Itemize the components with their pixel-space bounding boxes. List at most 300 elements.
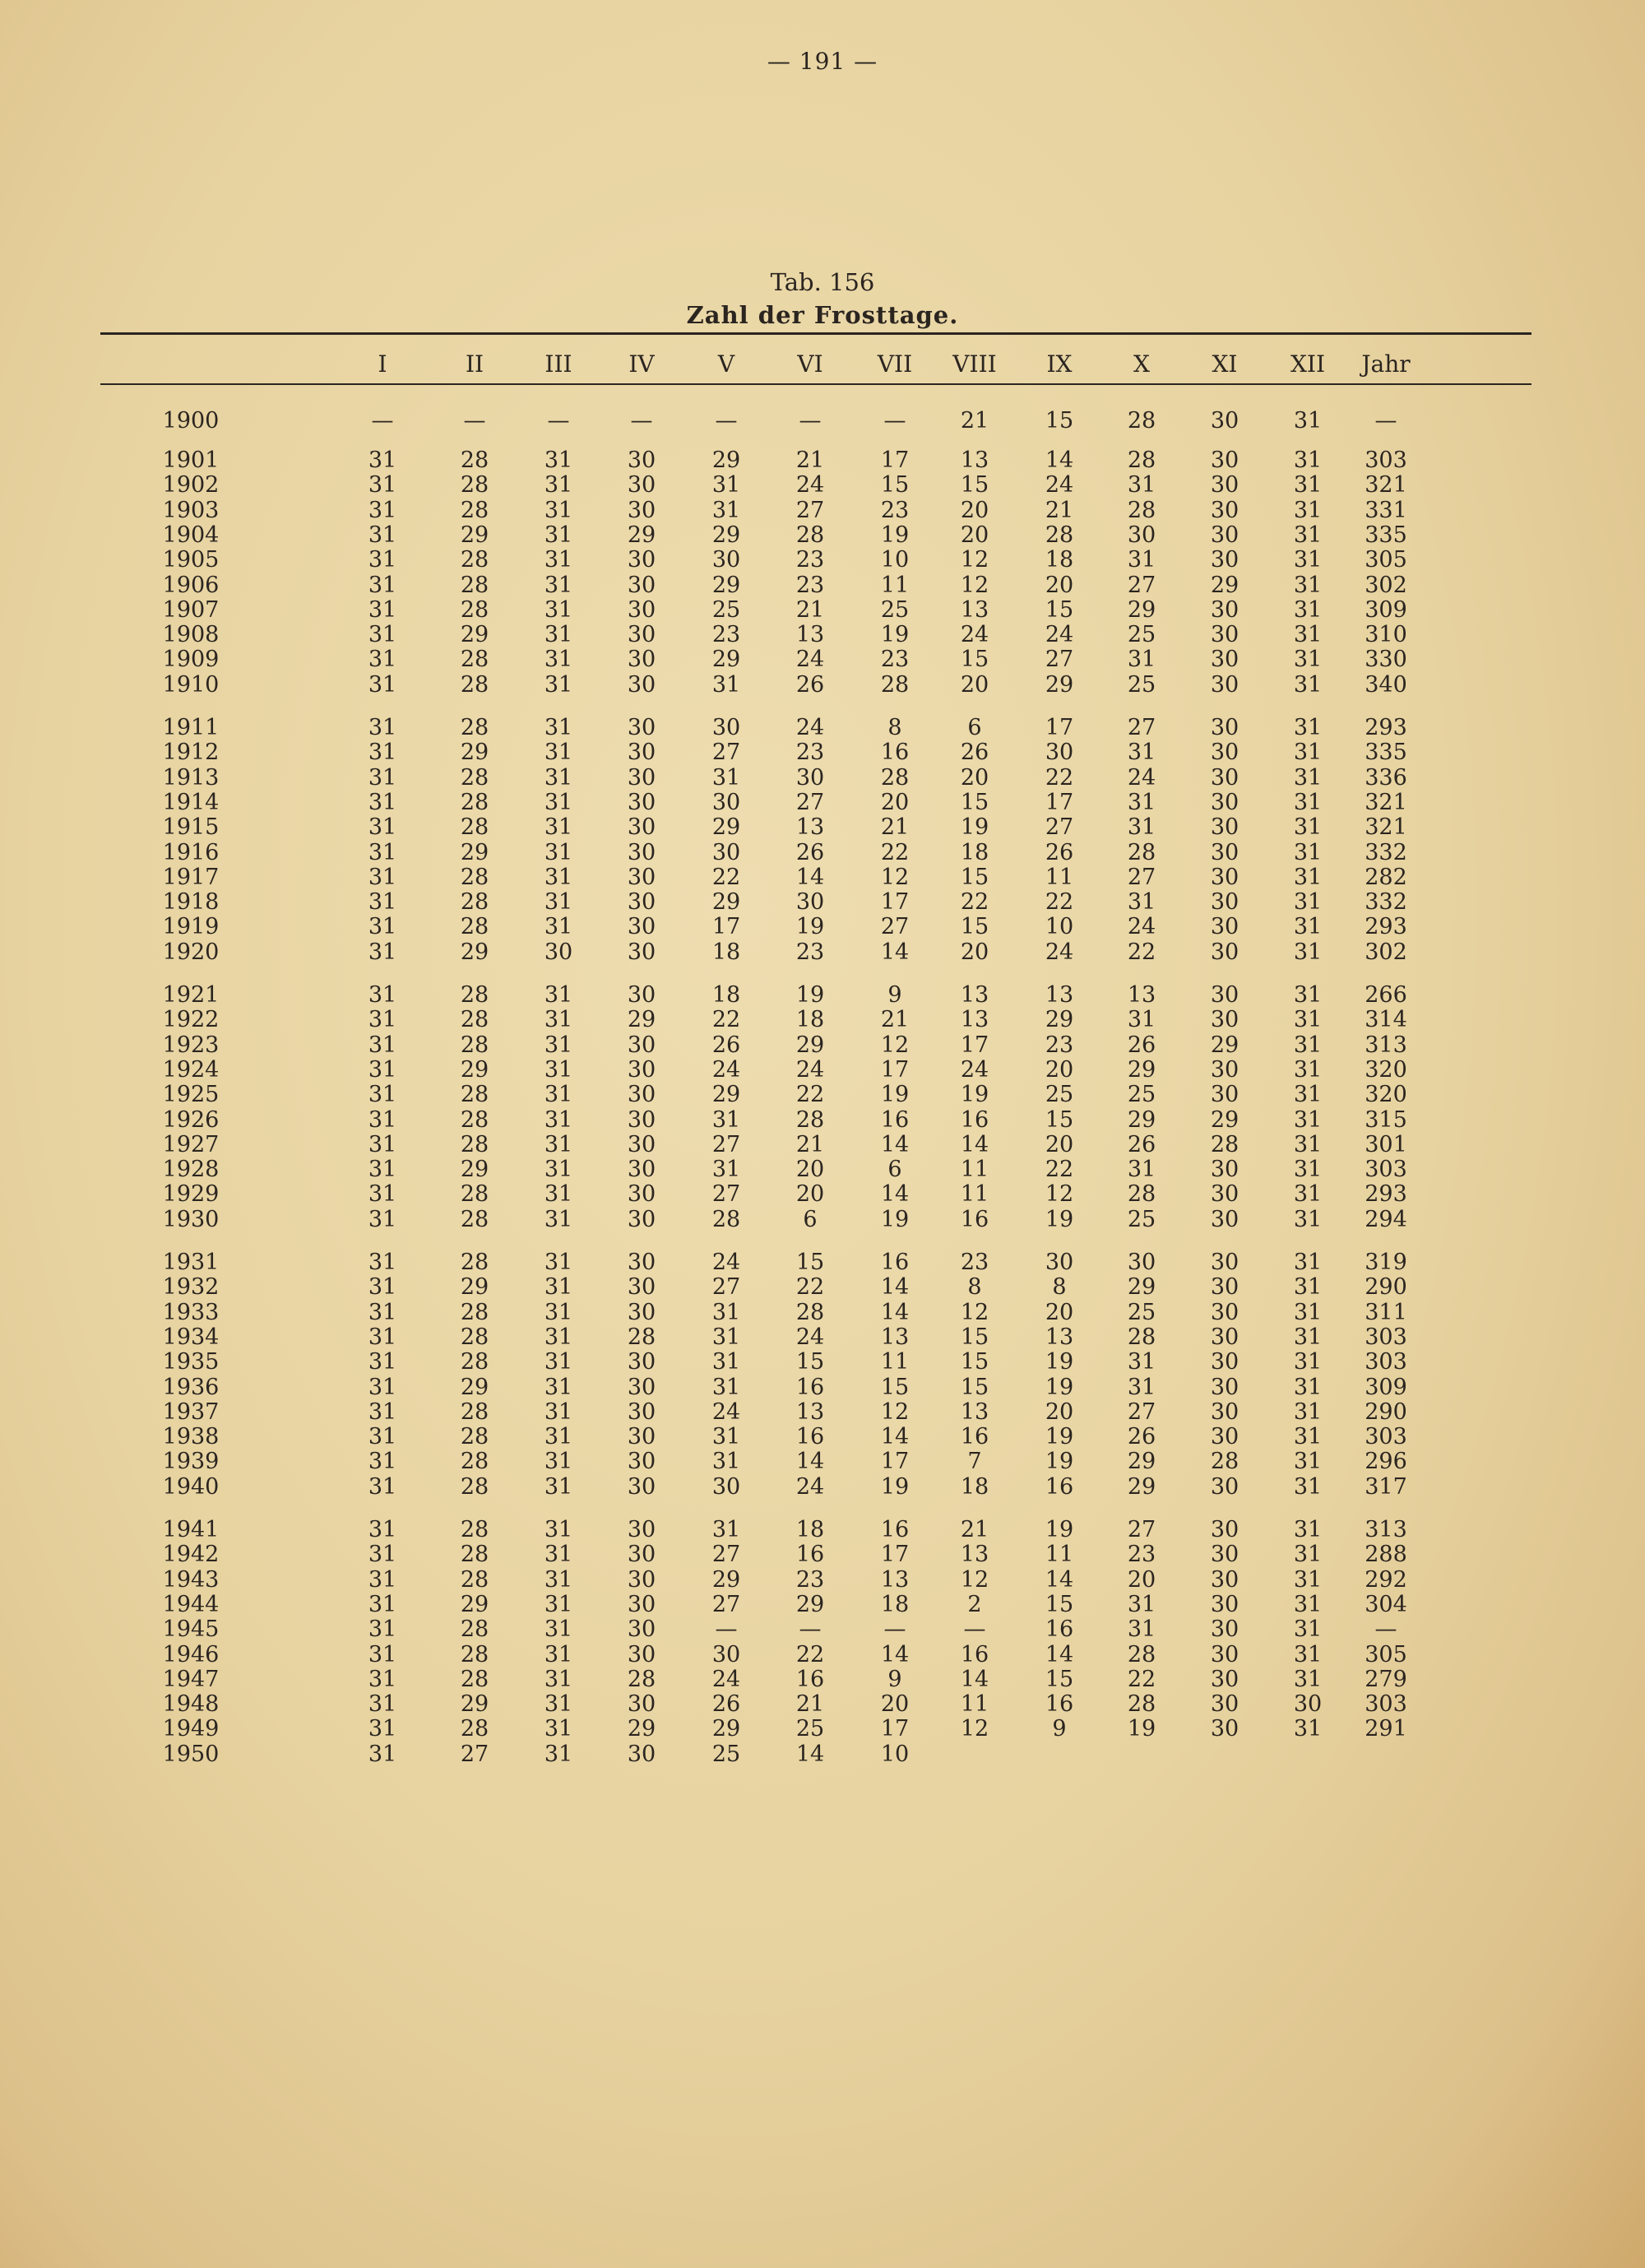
- cell-year-total: 296: [1365, 1449, 1407, 1474]
- cell-month-value: 31: [368, 840, 397, 865]
- cell-month-value: 31: [544, 1474, 573, 1500]
- cell-month-value: 30: [627, 1057, 656, 1083]
- cell-month-value: 30: [1210, 1567, 1240, 1593]
- column-header-v: V: [717, 350, 735, 378]
- cell-month-value: 30: [627, 765, 656, 791]
- cell-month-value: 19: [880, 622, 910, 647]
- cell-month-value: 24: [711, 1057, 741, 1083]
- cell-month-value: 23: [960, 1250, 989, 1275]
- row-year: 1947: [162, 1667, 220, 1692]
- cell-month-value: 25: [711, 597, 741, 623]
- cell-month-value: —: [799, 1616, 822, 1642]
- cell-year-total: 292: [1365, 1567, 1407, 1593]
- cell-month-value: 28: [1127, 840, 1156, 865]
- cell-year-total: 282: [1365, 865, 1407, 890]
- cell-month-value: 31: [1293, 1592, 1323, 1617]
- table-row: [0, 1593, 1645, 1617]
- cell-month-value: 11: [880, 573, 910, 598]
- cell-month-value: 22: [960, 889, 989, 915]
- table-row: [0, 499, 1645, 523]
- cell-month-value: 30: [1210, 647, 1240, 672]
- row-year: 1900: [162, 408, 220, 434]
- cell-month-value: 27: [1127, 573, 1156, 598]
- table-row: [0, 1449, 1645, 1474]
- cell-year-total: 309: [1365, 1375, 1407, 1400]
- cell-month-value: 25: [1127, 1082, 1156, 1107]
- cell-month-value: 24: [795, 1057, 825, 1083]
- cell-month-value: 31: [1127, 1616, 1156, 1642]
- cell-year-total: 302: [1365, 573, 1407, 598]
- cell-year-total: 305: [1365, 1642, 1407, 1667]
- cell-month-value: 30: [627, 939, 656, 965]
- cell-month-value: 30: [711, 790, 741, 815]
- cell-month-value: 28: [460, 914, 489, 939]
- row-year: 1907: [162, 597, 220, 623]
- cell-month-value: 29: [711, 448, 741, 473]
- cell-year-total: 290: [1365, 1399, 1407, 1425]
- cell-month-value: 10: [1045, 914, 1074, 939]
- cell-month-value: 31: [544, 1181, 573, 1207]
- cell-month-value: 16: [960, 1207, 989, 1232]
- cell-month-value: 14: [1045, 1642, 1074, 1667]
- cell-month-value: 25: [880, 597, 910, 623]
- cell-month-value: 14: [1045, 1567, 1074, 1593]
- cell-month-value: 31: [544, 1157, 573, 1182]
- cell-month-value: 27: [711, 740, 741, 765]
- row-year: 1906: [162, 573, 220, 598]
- cell-month-value: 31: [1293, 1667, 1323, 1692]
- cell-month-value: 29: [627, 1007, 656, 1032]
- cell-month-value: 21: [960, 1517, 989, 1542]
- table-row: [0, 940, 1645, 965]
- cell-month-value: 14: [880, 1181, 910, 1207]
- cell-month-value: 24: [960, 1057, 989, 1083]
- row-year: 1938: [162, 1424, 220, 1449]
- cell-month-value: 21: [795, 1691, 825, 1717]
- cell-month-value: 16: [880, 740, 910, 765]
- cell-month-value: 31: [1293, 1274, 1323, 1300]
- cell-month-value: 10: [880, 1742, 910, 1767]
- cell-month-value: 28: [1127, 498, 1156, 523]
- cell-month-value: 31: [368, 1375, 397, 1400]
- cell-month-value: 25: [1127, 672, 1156, 698]
- cell-month-value: 28: [460, 547, 489, 573]
- cell-month-value: 30: [711, 1642, 741, 1667]
- cell-month-value: 30: [627, 1592, 656, 1617]
- cell-month-value: 19: [1045, 1424, 1074, 1449]
- cell-month-value: 31: [368, 740, 397, 765]
- cell-month-value: 22: [711, 1007, 741, 1032]
- cell-month-value: 13: [960, 597, 989, 623]
- cell-month-value: 28: [711, 1207, 741, 1232]
- cell-month-value: 31: [544, 1616, 573, 1642]
- cell-month-value: 30: [1210, 790, 1240, 815]
- cell-year-total: 293: [1365, 715, 1407, 740]
- table-row: [0, 791, 1645, 815]
- cell-month-value: 27: [1045, 814, 1074, 840]
- cell-month-value: 31: [1293, 647, 1323, 672]
- cell-month-value: 30: [1210, 1250, 1240, 1275]
- cell-month-value: 28: [1127, 1642, 1156, 1667]
- table-row: [0, 1083, 1645, 1107]
- cell-month-value: 29: [460, 740, 489, 765]
- cell-year-total: 320: [1365, 1057, 1407, 1083]
- cell-month-value: 28: [460, 1474, 489, 1500]
- cell-month-value: 20: [880, 790, 910, 815]
- cell-month-value: 30: [627, 1616, 656, 1642]
- cell-month-value: 30: [1210, 840, 1240, 865]
- cell-year-total: 321: [1365, 814, 1407, 840]
- cell-month-value: 31: [711, 1424, 741, 1449]
- cell-year-total: 309: [1365, 597, 1407, 623]
- cell-month-value: 22: [795, 1642, 825, 1667]
- cell-month-value: 26: [795, 840, 825, 865]
- cell-month-value: 29: [711, 1716, 741, 1742]
- cell-month-value: 28: [460, 814, 489, 840]
- cell-month-value: 31: [368, 1250, 397, 1275]
- cell-month-value: 22: [1127, 939, 1156, 965]
- column-header-jahr: Jahr: [1361, 350, 1411, 378]
- cell-month-value: 30: [795, 889, 825, 915]
- table-row: [0, 716, 1645, 740]
- cell-month-value: 31: [1293, 1567, 1323, 1593]
- cell-month-value: 27: [711, 1274, 741, 1300]
- cell-month-value: 21: [795, 448, 825, 473]
- cell-month-value: 30: [627, 1399, 656, 1425]
- cell-month-value: 16: [880, 1107, 910, 1133]
- cell-month-value: 30: [627, 1567, 656, 1593]
- cell-month-value: 31: [544, 1250, 573, 1275]
- cell-month-value: 30: [1210, 1349, 1240, 1375]
- cell-month-value: 28: [460, 1399, 489, 1425]
- cell-year-total: 332: [1365, 840, 1407, 865]
- column-header-iii: III: [544, 350, 572, 378]
- cell-month-value: 31: [368, 939, 397, 965]
- cell-month-value: 9: [887, 982, 902, 1008]
- cell-month-value: 30: [1210, 597, 1240, 623]
- cell-month-value: 26: [960, 740, 989, 765]
- cell-month-value: 28: [1210, 1449, 1240, 1474]
- cell-month-value: 30: [627, 1375, 656, 1400]
- cell-month-value: 8: [1052, 1274, 1067, 1300]
- cell-month-value: 8: [967, 1274, 982, 1300]
- cell-month-value: 31: [1293, 1132, 1323, 1157]
- cell-month-value: 13: [1127, 982, 1156, 1008]
- cell-month-value: 30: [1210, 472, 1240, 498]
- row-year: 1918: [162, 889, 220, 915]
- cell-month-value: 29: [460, 1057, 489, 1083]
- cell-month-value: 23: [795, 939, 825, 965]
- cell-month-value: 16: [960, 1107, 989, 1133]
- cell-month-value: 31: [711, 498, 741, 523]
- cell-month-value: 28: [460, 1132, 489, 1157]
- cell-month-value: 24: [711, 1667, 741, 1692]
- cell-month-value: 31: [368, 1449, 397, 1474]
- cell-month-value: 28: [460, 1567, 489, 1593]
- cell-month-value: 31: [1293, 914, 1323, 939]
- row-year: 1911: [162, 715, 220, 740]
- cell-month-value: 31: [1293, 814, 1323, 840]
- cell-month-value: 14: [960, 1132, 989, 1157]
- table-row: [0, 740, 1645, 765]
- cell-month-value: 28: [460, 1517, 489, 1542]
- cell-month-value: 30: [1210, 1181, 1240, 1207]
- cell-month-value: 22: [1127, 1667, 1156, 1692]
- cell-month-value: 31: [544, 1207, 573, 1232]
- cell-month-value: 13: [795, 622, 825, 647]
- cell-year-total: —: [1374, 408, 1397, 434]
- cell-month-value: 13: [880, 1324, 910, 1350]
- row-year: 1950: [162, 1742, 220, 1767]
- row-year: 1945: [162, 1616, 220, 1642]
- row-year: 1919: [162, 914, 220, 939]
- cell-month-value: 31: [711, 1157, 741, 1182]
- cell-month-value: 31: [1293, 1107, 1323, 1133]
- cell-month-value: 30: [1210, 672, 1240, 698]
- cell-month-value: 30: [1210, 982, 1240, 1008]
- cell-month-value: 9: [1052, 1716, 1067, 1742]
- cell-month-value: 29: [460, 939, 489, 965]
- cell-month-value: 17: [880, 448, 910, 473]
- cell-month-value: 22: [1045, 765, 1074, 791]
- cell-month-value: 31: [1293, 573, 1323, 598]
- cell-month-value: 30: [627, 1107, 656, 1133]
- cell-month-value: 31: [544, 1274, 573, 1300]
- row-year: 1908: [162, 622, 220, 647]
- row-year: 1928: [162, 1157, 220, 1182]
- cell-month-value: 29: [460, 1691, 489, 1717]
- cell-month-value: 31: [368, 1424, 397, 1449]
- cell-month-value: 15: [880, 1375, 910, 1400]
- cell-month-value: 20: [880, 1691, 910, 1717]
- cell-month-value: 31: [1293, 522, 1323, 548]
- row-year: 1923: [162, 1032, 220, 1058]
- cell-month-value: 15: [960, 1349, 989, 1375]
- cell-month-value: 31: [1293, 1207, 1323, 1232]
- cell-month-value: 31: [544, 1349, 573, 1375]
- cell-month-value: 12: [880, 1032, 910, 1058]
- cell-month-value: 31: [368, 1474, 397, 1500]
- cell-month-value: 15: [795, 1250, 825, 1275]
- cell-month-value: 28: [460, 573, 489, 598]
- table-row: [0, 1400, 1645, 1425]
- row-year: 1946: [162, 1642, 220, 1667]
- table-row: [0, 1542, 1645, 1567]
- cell-month-value: 30: [1210, 1207, 1240, 1232]
- cell-month-value: 31: [1293, 1007, 1323, 1032]
- cell-month-value: 29: [627, 1716, 656, 1742]
- cell-month-value: 15: [960, 472, 989, 498]
- cell-month-value: 20: [960, 672, 989, 698]
- cell-year-total: 310: [1365, 622, 1407, 647]
- cell-month-value: 30: [1210, 1057, 1240, 1083]
- cell-month-value: 31: [1293, 547, 1323, 573]
- cell-month-value: 30: [627, 498, 656, 523]
- cell-month-value: 20: [1045, 1300, 1074, 1325]
- cell-month-value: 28: [460, 448, 489, 473]
- cell-month-value: 30: [627, 472, 656, 498]
- row-year: 1932: [162, 1274, 220, 1300]
- cell-month-value: 28: [460, 597, 489, 623]
- cell-month-value: 29: [1210, 1107, 1240, 1133]
- cell-month-value: 31: [1293, 840, 1323, 865]
- cell-month-value: 31: [368, 498, 397, 523]
- cell-month-value: 12: [960, 573, 989, 598]
- cell-month-value: 24: [795, 1324, 825, 1350]
- cell-month-value: 13: [960, 448, 989, 473]
- cell-month-value: 31: [368, 790, 397, 815]
- cell-month-value: 31: [368, 914, 397, 939]
- cell-month-value: 28: [880, 765, 910, 791]
- cell-month-value: —: [547, 408, 570, 434]
- row-year: 1914: [162, 790, 220, 815]
- cell-month-value: 18: [1045, 547, 1074, 573]
- cell-month-value: 31: [1127, 814, 1156, 840]
- cell-month-value: 31: [368, 889, 397, 915]
- cell-month-value: 30: [1210, 939, 1240, 965]
- cell-month-value: 31: [368, 1032, 397, 1058]
- cell-month-value: 28: [460, 1250, 489, 1275]
- table-row: [0, 1325, 1645, 1350]
- table-row: [0, 1518, 1645, 1542]
- cell-month-value: 29: [460, 522, 489, 548]
- cell-month-value: 31: [1293, 622, 1323, 647]
- column-header-ii: II: [465, 350, 484, 378]
- cell-month-value: 28: [460, 982, 489, 1008]
- cell-month-value: 31: [544, 647, 573, 672]
- row-year: 1931: [162, 1250, 220, 1275]
- cell-year-total: —: [1374, 1616, 1397, 1642]
- cell-month-value: 26: [1127, 1424, 1156, 1449]
- row-year: 1944: [162, 1592, 220, 1617]
- cell-month-value: 29: [460, 622, 489, 647]
- cell-month-value: 30: [627, 1032, 656, 1058]
- cell-month-value: 13: [960, 982, 989, 1008]
- cell-month-value: 31: [544, 1449, 573, 1474]
- cell-month-value: 31: [1293, 715, 1323, 740]
- cell-month-value: 21: [1045, 498, 1074, 523]
- cell-month-value: 14: [795, 865, 825, 890]
- cell-month-value: 18: [960, 1474, 989, 1500]
- cell-month-value: 30: [627, 790, 656, 815]
- cell-month-value: 24: [795, 647, 825, 672]
- cell-month-value: 12: [960, 1300, 989, 1325]
- table-row: [0, 1301, 1645, 1325]
- cell-month-value: 30: [627, 715, 656, 740]
- cell-month-value: 28: [880, 672, 910, 698]
- cell-month-value: 14: [960, 1667, 989, 1692]
- cell-month-value: 31: [368, 1057, 397, 1083]
- cell-month-value: 11: [960, 1691, 989, 1717]
- cell-month-value: 13: [960, 1007, 989, 1032]
- cell-month-value: 30: [627, 982, 656, 1008]
- cell-month-value: 30: [627, 889, 656, 915]
- cell-month-value: —: [371, 408, 394, 434]
- cell-month-value: 30: [627, 1349, 656, 1375]
- cell-month-value: —: [963, 1616, 986, 1642]
- cell-month-value: 31: [1127, 1349, 1156, 1375]
- cell-month-value: 29: [711, 1567, 741, 1593]
- cell-month-value: 31: [544, 715, 573, 740]
- cell-month-value: 28: [1127, 448, 1156, 473]
- cell-month-value: 30: [627, 1424, 656, 1449]
- cell-month-value: 21: [880, 814, 910, 840]
- cell-month-value: 24: [960, 622, 989, 647]
- cell-month-value: 31: [544, 1567, 573, 1593]
- cell-month-value: 31: [1293, 1716, 1323, 1742]
- table-row: [0, 1717, 1645, 1742]
- cell-month-value: 31: [1293, 1250, 1323, 1275]
- cell-month-value: 14: [880, 1300, 910, 1325]
- cell-month-value: 31: [544, 1742, 573, 1767]
- cell-month-value: 31: [711, 1300, 741, 1325]
- cell-month-value: 28: [795, 522, 825, 548]
- row-year: 1926: [162, 1107, 220, 1133]
- row-year: 1917: [162, 865, 220, 890]
- cell-month-value: 31: [1293, 1474, 1323, 1500]
- row-year: 1902: [162, 472, 220, 498]
- cell-month-value: 30: [627, 547, 656, 573]
- cell-month-value: 21: [795, 1132, 825, 1157]
- cell-month-value: 31: [1127, 740, 1156, 765]
- cell-year-total: 332: [1365, 889, 1407, 915]
- cell-month-value: 31: [1293, 1424, 1323, 1449]
- cell-month-value: 16: [880, 1250, 910, 1275]
- cell-month-value: 29: [1210, 1032, 1240, 1058]
- cell-month-value: 31: [1293, 1181, 1323, 1207]
- cell-month-value: 31: [1127, 1592, 1156, 1617]
- cell-year-total: 313: [1365, 1032, 1407, 1058]
- cell-month-value: 13: [960, 1542, 989, 1567]
- cell-month-value: 31: [711, 1107, 741, 1133]
- cell-month-value: 20: [1045, 1399, 1074, 1425]
- cell-month-value: 30: [627, 1250, 656, 1275]
- cell-month-value: —: [715, 1616, 738, 1642]
- table-row: [0, 1692, 1645, 1717]
- cell-month-value: 28: [627, 1324, 656, 1350]
- cell-month-value: 19: [960, 814, 989, 840]
- cell-month-value: 31: [368, 1592, 397, 1617]
- cell-month-value: 16: [1045, 1474, 1074, 1500]
- cell-month-value: 31: [368, 647, 397, 672]
- cell-month-value: 31: [1293, 672, 1323, 698]
- cell-month-value: 24: [795, 1474, 825, 1500]
- cell-month-value: 11: [880, 1349, 910, 1375]
- cell-month-value: 28: [460, 1716, 489, 1742]
- cell-month-value: 28: [460, 1181, 489, 1207]
- cell-month-value: 16: [1045, 1616, 1074, 1642]
- cell-month-value: 31: [544, 1132, 573, 1157]
- cell-month-value: 31: [1127, 790, 1156, 815]
- cell-month-value: 14: [795, 1742, 825, 1767]
- cell-month-value: —: [715, 408, 738, 434]
- cell-month-value: 28: [460, 1107, 489, 1133]
- cell-month-value: 27: [460, 1742, 489, 1767]
- cell-month-value: 24: [711, 1250, 741, 1275]
- cell-month-value: 30: [1210, 498, 1240, 523]
- row-year: 1936: [162, 1375, 220, 1400]
- cell-month-value: 30: [1045, 740, 1074, 765]
- cell-year-total: 340: [1365, 672, 1407, 698]
- cell-month-value: 24: [1045, 939, 1074, 965]
- cell-month-value: 22: [880, 840, 910, 865]
- table-row: [0, 523, 1645, 548]
- cell-month-value: 9: [887, 1667, 902, 1692]
- cell-month-value: 30: [711, 840, 741, 865]
- cell-month-value: 30: [1210, 1324, 1240, 1350]
- row-year: 1948: [162, 1691, 220, 1717]
- table-row: [0, 1275, 1645, 1300]
